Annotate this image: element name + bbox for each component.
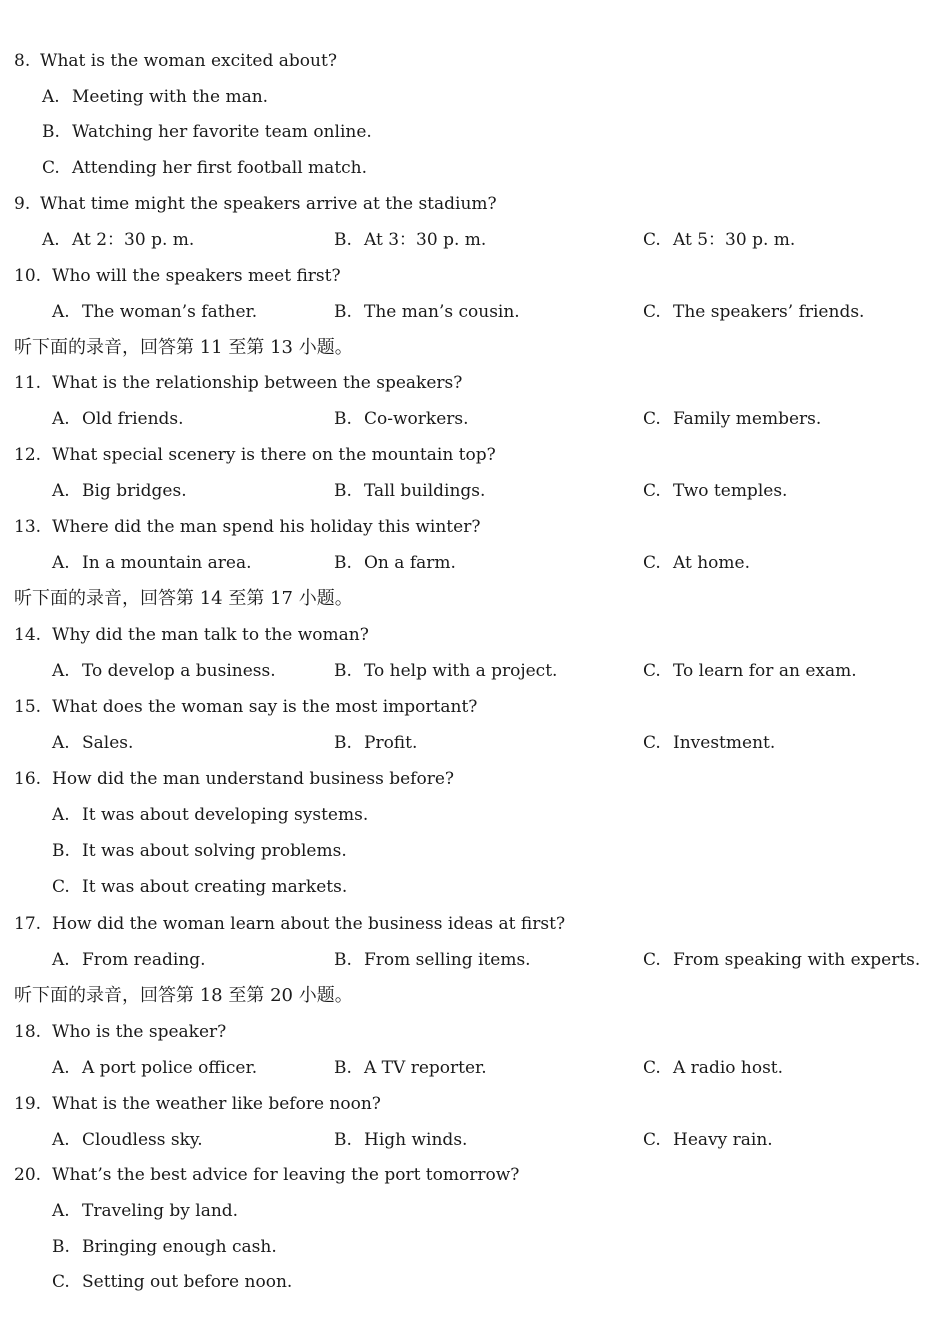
question-15-options: [0, 728, 950, 758]
question-text: Where did the man spend his holiday this winter?: [52, 517, 481, 537]
question-8-option-a: [0, 82, 950, 112]
question-text: What is the relationship between the speakers?: [52, 373, 463, 393]
option-letter: C.: [42, 158, 60, 178]
question-8-option-b: [0, 117, 950, 147]
option-letter: C.: [52, 1272, 70, 1292]
question-20-option-c: [0, 1267, 950, 1297]
option-text: The man’s cousin.: [364, 302, 520, 322]
option-letter: B.: [334, 950, 352, 970]
option-text: The speakers’ friends.: [673, 302, 865, 322]
question-8: [0, 46, 950, 76]
option-text: The woman’s father.: [82, 302, 258, 322]
option-text: To help with a project.: [364, 661, 558, 681]
option-letter: A.: [42, 230, 60, 250]
option-text: Watching her favorite team online.: [72, 122, 372, 142]
option-text: At 5：30 p. m.: [673, 230, 796, 250]
question-number: 18.: [14, 1022, 42, 1042]
option-text: A radio host.: [673, 1058, 784, 1078]
option-text: Traveling by land.: [82, 1201, 239, 1221]
question-number: 10.: [14, 266, 42, 286]
option-letter: A.: [52, 1201, 70, 1221]
option-letter: A.: [52, 409, 70, 429]
section-header: 听下面的录音，回答第 18 至第 20 小题。: [14, 985, 353, 1006]
option-letter: B.: [334, 302, 352, 322]
question-16-option-a: [0, 800, 950, 830]
option-text: Bringing enough cash.: [82, 1237, 277, 1257]
question-10: [0, 261, 950, 291]
option-letter: B.: [334, 1130, 352, 1150]
option-text: Two temples.: [673, 481, 788, 501]
option-text: At 2：30 p. m.: [72, 230, 195, 250]
question-12: [0, 440, 950, 470]
option-text: Meeting with the man.: [72, 87, 269, 107]
question-11-options: [0, 404, 950, 434]
option-text: To develop a business.: [82, 661, 276, 681]
option-letter: B.: [52, 1237, 70, 1257]
question-14: [0, 620, 950, 650]
question-16: [0, 764, 950, 794]
option-letter: B.: [334, 230, 352, 250]
question-text: Who is the speaker?: [52, 1022, 227, 1042]
question-text: What is the woman excited about?: [40, 51, 337, 71]
option-text: Investment.: [673, 733, 776, 753]
option-text: High winds.: [364, 1130, 468, 1150]
option-text: Cloudless sky.: [82, 1130, 203, 1150]
option-letter: B.: [42, 122, 60, 142]
question-number: 12.: [14, 445, 42, 465]
question-text: What time might the speakers arrive at the stadium?: [40, 194, 497, 214]
option-text: Heavy rain.: [673, 1130, 773, 1150]
question-18: [0, 1017, 950, 1047]
question-number: 19.: [14, 1094, 42, 1114]
question-13-options: [0, 548, 950, 578]
question-9-options: [0, 225, 950, 255]
option-text: Old friends.: [82, 409, 184, 429]
option-letter: B.: [334, 481, 352, 501]
option-letter: C.: [643, 950, 661, 970]
section-header: 听下面的录音，回答第 11 至第 13 小题。: [14, 337, 353, 358]
option-text: It was about solving problems.: [82, 841, 347, 861]
option-text: Tall buildings.: [364, 481, 486, 501]
option-letter: A.: [52, 733, 70, 753]
question-text: What special scenery is there on the mountain top?: [52, 445, 496, 465]
option-letter: B.: [334, 409, 352, 429]
question-number: 14.: [14, 625, 42, 645]
section-header: 听下面的录音，回答第 14 至第 17 小题。: [14, 588, 353, 609]
option-letter: C.: [643, 1130, 661, 1150]
option-letter: C.: [643, 733, 661, 753]
question-18-options: [0, 1053, 950, 1083]
option-text: Attending her first football match.: [72, 158, 368, 178]
question-20-option-b: [0, 1232, 950, 1262]
question-number: 11.: [14, 373, 42, 393]
option-letter: C.: [52, 877, 70, 897]
question-13: [0, 512, 950, 542]
option-letter: A.: [52, 553, 70, 573]
option-text: A TV reporter.: [364, 1058, 487, 1078]
question-19: [0, 1089, 950, 1119]
option-letter: A.: [52, 1130, 70, 1150]
option-letter: C.: [643, 661, 661, 681]
option-letter: C.: [643, 1058, 661, 1078]
option-letter: B.: [334, 553, 352, 573]
option-letter: A.: [42, 87, 60, 107]
option-text: Co-workers.: [364, 409, 469, 429]
question-10-options: [0, 297, 950, 327]
option-letter: C.: [643, 481, 661, 501]
option-letter: B.: [334, 733, 352, 753]
question-text: What is the weather like before noon?: [52, 1094, 381, 1114]
option-letter: A.: [52, 302, 70, 322]
option-letter: C.: [643, 230, 661, 250]
option-text: In a mountain area.: [82, 553, 252, 573]
option-text: From reading.: [82, 950, 206, 970]
option-text: Big bridges.: [82, 481, 187, 501]
question-text: How did the man understand business before?: [52, 769, 454, 789]
option-letter: B.: [334, 661, 352, 681]
option-letter: C.: [643, 302, 661, 322]
question-8-option-c: [0, 153, 950, 183]
question-16-option-c: [0, 872, 950, 902]
question-number: 9.: [14, 194, 31, 214]
question-number: 13.: [14, 517, 42, 537]
option-letter: A.: [52, 661, 70, 681]
option-letter: A.: [52, 481, 70, 501]
question-text: Why did the man talk to the woman?: [52, 625, 369, 645]
option-text: Setting out before noon.: [82, 1272, 293, 1292]
option-text: It was about developing systems.: [82, 805, 369, 825]
question-12-options: [0, 476, 950, 506]
option-text: On a farm.: [364, 553, 456, 573]
question-19-options: [0, 1125, 950, 1155]
question-number: 17.: [14, 914, 42, 934]
option-text: A port police officer.: [82, 1058, 258, 1078]
question-number: 16.: [14, 769, 42, 789]
question-number: 15.: [14, 697, 42, 717]
option-text: At 3：30 p. m.: [364, 230, 487, 250]
question-number: 8.: [14, 51, 31, 71]
question-number: 20.: [14, 1165, 42, 1185]
option-letter: B.: [334, 1058, 352, 1078]
option-letter: A.: [52, 950, 70, 970]
question-11: [0, 368, 950, 398]
option-text: To learn for an exam.: [673, 661, 857, 681]
option-text: It was about creating markets.: [82, 877, 348, 897]
question-20: [0, 1160, 950, 1190]
option-letter: C.: [643, 553, 661, 573]
question-text: How did the woman learn about the business ideas at first?: [52, 914, 566, 934]
option-text: Family members.: [673, 409, 822, 429]
question-text: What’s the best advice for leaving the port tomorrow?: [52, 1165, 520, 1185]
option-text: Profit.: [364, 733, 418, 753]
option-letter: A.: [52, 805, 70, 825]
question-17: [0, 909, 950, 939]
question-text: What does the woman say is the most important?: [52, 697, 478, 717]
option-text: From selling items.: [364, 950, 531, 970]
option-text: At home.: [673, 553, 750, 573]
option-text: Sales.: [82, 733, 134, 753]
option-letter: A.: [52, 1058, 70, 1078]
question-15: [0, 692, 950, 722]
question-14-options: [0, 656, 950, 686]
option-text: From speaking with experts.: [673, 950, 921, 970]
question-9: [0, 189, 950, 219]
question-text: Who will the speakers meet first?: [52, 266, 341, 286]
option-letter: B.: [52, 841, 70, 861]
question-20-option-a: [0, 1196, 950, 1226]
option-letter: C.: [643, 409, 661, 429]
question-17-options: [0, 945, 950, 975]
question-16-option-b: [0, 836, 950, 866]
